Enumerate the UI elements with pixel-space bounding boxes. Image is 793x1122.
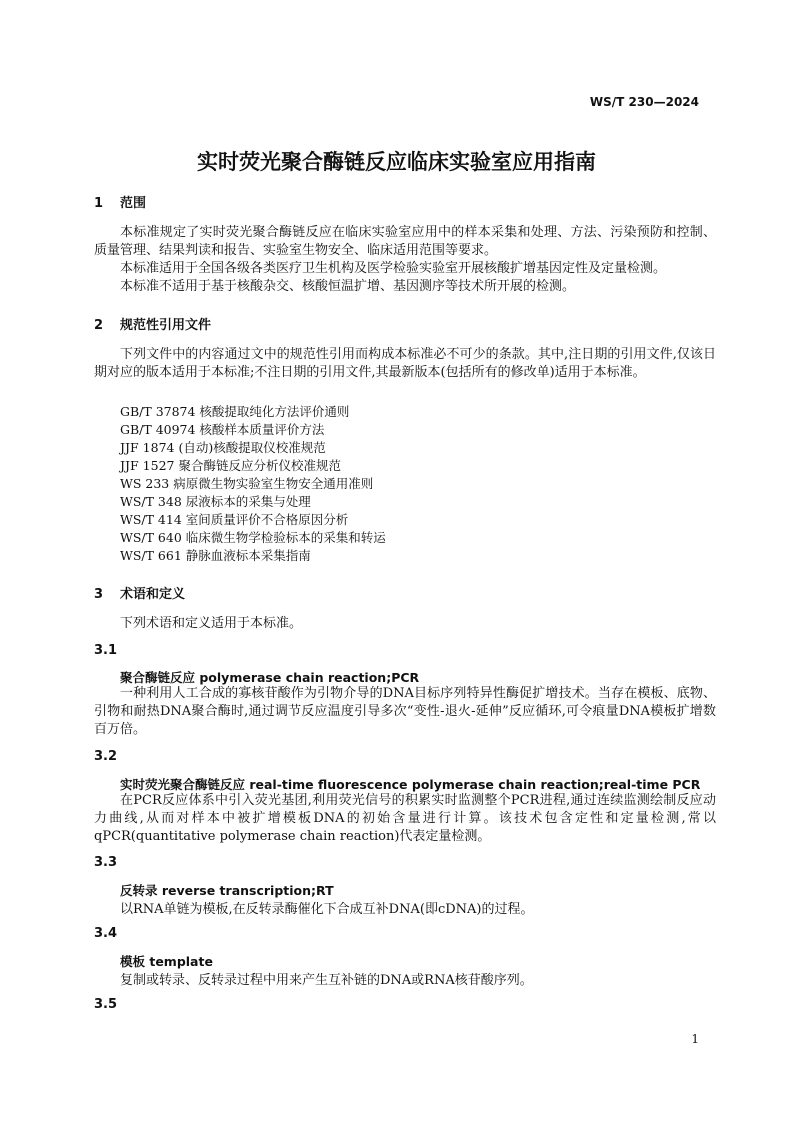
term-number: 3.2 [94,749,118,764]
section-number: 3 [94,587,104,602]
section-2-paragraph: 下列文件中的内容通过文中的规范性引用而构成本标准必不可少的条款。其中,注日期的引用文件,仅该日期对应的版本适用于本标准;不注日期的引用文件,其最新版本(包括所有的修改单)适用于本标准。 [94,347,716,380]
section-1-heading [94,192,146,211]
term-number: 3.1 [94,643,118,658]
section-number: 2 [94,318,104,333]
reference-item: GB/T 37874 核酸提取纯化方法评价通则 [120,404,350,419]
term-number: 3.3 [94,855,118,870]
reference-item: WS/T 661 静脉血液标本采集指南 [120,548,311,563]
term-definition: 复制或转录、反转录过程中用来产生互补链的DNA或RNA核苷酸序列。 [120,973,533,988]
term-definition: 以RNA单链为模板,在反转录酶催化下合成互补DNA(即cDNA)的过程。 [120,902,534,917]
page-number: 1 [691,1032,699,1046]
reference-item: WS/T 414 室间质量评价不合格原因分析 [120,512,349,527]
section-2-heading [94,314,211,333]
reference-item: WS 233 病原微生物实验室生物安全通用准则 [120,476,374,491]
section-3-intro: 下列术语和定义适用于本标准。 [120,616,303,631]
page-title: 实时荧光聚合酶链反应临床实验室应用指南 [197,150,596,174]
term-name: 模板 template [120,954,213,969]
reference-item: JJF 1874 (自动)核酸提取仪校准规范 [120,440,326,455]
term-name: 聚合酶链反应 polymerase chain reaction;PCR [120,670,420,685]
term-number: 3.4 [94,926,118,941]
reference-item: JJF 1527 聚合酶链反应分析仪校准规范 [120,458,341,473]
term-definition: 一种利用人工合成的寡核苷酸作为引物介导的DNA目标序列特异性酶促扩增技术。当存在模板、底物、引物和耐热DNA聚合酶时,通过调节反应温度引导多次“变性-退火-延伸”反应循环,可令痕量DNA模板扩增数百万倍。 [94,686,716,737]
standard-code: WS/T 230—2024 [589,95,699,109]
term-definition: 在PCR反应体系中引入荧光基团,利用荧光信号的积累实时监测整个PCR进程,通过连续监测绘制反应动力曲线,从而对样本中被扩增模板DNA的初始含量进行计算。该技术包含定性和定量检测,常以qPCR(quantitative polymerase chain reaction)代表定量检测。 [94,793,716,844]
section-number: 1 [94,196,104,211]
reference-item: WS/T 348 尿液标本的采集与处理 [120,494,311,509]
section-title: 范围 [120,196,147,211]
section-title: 规范性引用文件 [120,318,212,333]
section-title: 术语和定义 [120,587,186,602]
section-3-heading [94,583,185,602]
term-number: 3.5 [94,997,118,1012]
reference-item: GB/T 40974 核酸样本质量评价方法 [120,422,325,437]
section-1-paragraph: 本标准适用于全国各级各类医疗卫生机构及医学检验实验室开展核酸扩增基因定性及定量检测。 [120,261,667,276]
reference-item: WS/T 640 临床微生物学检验标本的采集和转运 [120,530,386,545]
section-1-paragraph: 本标准不适用于基于核酸杂交、核酸恒温扩增、基因测序等技术所开展的检测。 [120,279,576,294]
term-name: 反转录 reverse transcription;RT [120,883,334,898]
term-name: 实时荧光聚合酶链反应 real-time fluorescence polymerase chain reaction;real-time PCR [120,777,701,792]
section-1-paragraph: 本标准规定了实时荧光聚合酶链反应在临床实验室应用中的样本采集和处理、方法、污染预防和控制、质量管理、结果判读和报告、实验室生物安全、临床适用范围等要求。 [94,225,716,258]
